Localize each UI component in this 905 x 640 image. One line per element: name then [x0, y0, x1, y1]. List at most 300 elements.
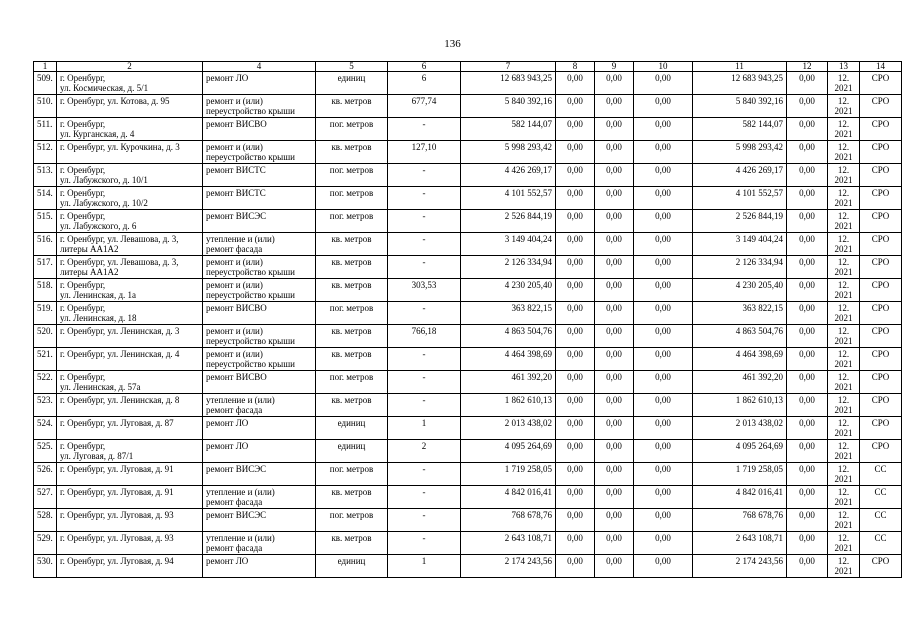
cost-cell: 0,00	[787, 394, 828, 417]
cost-cell: 0,00	[595, 210, 634, 233]
unit-cell: единиц	[316, 555, 388, 578]
table-row	[34, 348, 902, 371]
quantity-cell: 127,10	[388, 141, 461, 164]
deadline-cell: 12. 2021	[828, 509, 860, 532]
deadline-cell: 12. 2021	[828, 463, 860, 486]
table-row	[34, 256, 902, 279]
cost-cell: 0,00	[634, 141, 693, 164]
method-cell: СРО	[860, 256, 902, 279]
cost-cell: 0,00	[595, 532, 634, 555]
method-cell: СРО	[860, 164, 902, 187]
works-table	[33, 61, 902, 578]
owner-funds-cell: 3 149 404,24	[693, 233, 787, 256]
row-number-cell: 521.	[34, 348, 57, 371]
deadline-cell: 12. 2021	[828, 141, 860, 164]
cost-cell: 0,00	[634, 164, 693, 187]
cost-cell: 0,00	[556, 325, 595, 348]
cost-cell: 0,00	[787, 371, 828, 394]
method-cell: СРО	[860, 72, 902, 95]
quantity-cell: -	[388, 210, 461, 233]
method-cell: СС	[860, 532, 902, 555]
cost-cell: 0,00	[634, 532, 693, 555]
cost-cell: 0,00	[595, 233, 634, 256]
table-row	[34, 486, 902, 509]
owner-funds-cell: 4 230 205,40	[693, 279, 787, 302]
address-cell: г. Оренбург, ул. Ленинская, д. 4	[57, 348, 203, 371]
cost-cell: 0,00	[595, 141, 634, 164]
quantity-cell: -	[388, 256, 461, 279]
cost-cell: 0,00	[634, 118, 693, 141]
cost-cell: 0,00	[634, 555, 693, 578]
deadline-cell: 12. 2021	[828, 164, 860, 187]
unit-cell: пог. метров	[316, 463, 388, 486]
table-row	[34, 417, 902, 440]
column-header: 13	[828, 62, 860, 72]
table-row	[34, 118, 902, 141]
column-header: 12	[787, 62, 828, 72]
owner-funds-cell: 4 426 269,17	[693, 164, 787, 187]
column-header: 7	[461, 62, 556, 72]
total-cost-cell: 4 863 504,76	[461, 325, 556, 348]
total-cost-cell: 768 678,76	[461, 509, 556, 532]
address-cell: г. Оренбург, ул. Космическая, д. 5/1	[57, 72, 203, 95]
owner-funds-cell: 4 101 552,57	[693, 187, 787, 210]
total-cost-cell: 1 719 258,05	[461, 463, 556, 486]
address-cell: г. Оренбург, ул. Левашова, д. 3, литеры АА1А2	[57, 233, 203, 256]
work-type-cell: ремонт и (или) переустройство крыши	[203, 141, 316, 164]
method-cell: СРО	[860, 302, 902, 325]
row-number-cell: 518.	[34, 279, 57, 302]
quantity-cell: -	[388, 118, 461, 141]
total-cost-cell: 363 822,15	[461, 302, 556, 325]
deadline-cell: 12. 2021	[828, 440, 860, 463]
cost-cell: 0,00	[787, 187, 828, 210]
method-cell: СС	[860, 509, 902, 532]
unit-cell: кв. метров	[316, 95, 388, 118]
deadline-cell: 12. 2021	[828, 348, 860, 371]
cost-cell: 0,00	[556, 302, 595, 325]
method-cell: СРО	[860, 394, 902, 417]
deadline-cell: 12. 2021	[828, 486, 860, 509]
quantity-cell: -	[388, 348, 461, 371]
table-row	[34, 187, 902, 210]
work-type-cell: ремонт ВИСВО	[203, 118, 316, 141]
cost-cell: 0,00	[556, 164, 595, 187]
row-number-cell: 525.	[34, 440, 57, 463]
cost-cell: 0,00	[634, 463, 693, 486]
total-cost-cell: 4 426 269,17	[461, 164, 556, 187]
row-number-cell: 509.	[34, 72, 57, 95]
quantity-cell: -	[388, 509, 461, 532]
cost-cell: 0,00	[634, 394, 693, 417]
row-number-cell: 528.	[34, 509, 57, 532]
cost-cell: 0,00	[556, 256, 595, 279]
work-type-cell: ремонт ЛО	[203, 417, 316, 440]
cost-cell: 0,00	[556, 187, 595, 210]
address-cell: г. Оренбург, ул. Курочкина, д. 3	[57, 141, 203, 164]
row-number-cell: 526.	[34, 463, 57, 486]
unit-cell: пог. метров	[316, 118, 388, 141]
cost-cell: 0,00	[787, 325, 828, 348]
cost-cell: 0,00	[634, 279, 693, 302]
work-type-cell: ремонт и (или) переустройство крыши	[203, 95, 316, 118]
total-cost-cell: 4 101 552,57	[461, 187, 556, 210]
cost-cell: 0,00	[595, 348, 634, 371]
row-number-cell: 517.	[34, 256, 57, 279]
address-cell: г. Оренбург, ул. Лабужского, д. 6	[57, 210, 203, 233]
row-number-cell: 529.	[34, 532, 57, 555]
total-cost-cell: 3 149 404,24	[461, 233, 556, 256]
cost-cell: 0,00	[787, 532, 828, 555]
owner-funds-cell: 4 842 016,41	[693, 486, 787, 509]
method-cell: СРО	[860, 325, 902, 348]
deadline-cell: 12. 2021	[828, 95, 860, 118]
row-number-cell: 511.	[34, 118, 57, 141]
deadline-cell: 12. 2021	[828, 187, 860, 210]
cost-cell: 0,00	[787, 279, 828, 302]
table-row	[34, 302, 902, 325]
unit-cell: пог. метров	[316, 210, 388, 233]
cost-cell: 0,00	[595, 371, 634, 394]
owner-funds-cell: 5 998 293,42	[693, 141, 787, 164]
table-row	[34, 72, 902, 95]
table-row	[34, 233, 902, 256]
work-type-cell: ремонт ЛО	[203, 555, 316, 578]
owner-funds-cell: 363 822,15	[693, 302, 787, 325]
total-cost-cell: 2 526 844,19	[461, 210, 556, 233]
method-cell: СРО	[860, 440, 902, 463]
unit-cell: кв. метров	[316, 279, 388, 302]
table-row	[34, 463, 902, 486]
method-cell: СРО	[860, 118, 902, 141]
column-header: 4	[203, 62, 316, 72]
address-cell: г. Оренбург, ул. Ленинская, д. 1а	[57, 279, 203, 302]
quantity-cell: -	[388, 532, 461, 555]
cost-cell: 0,00	[634, 233, 693, 256]
quantity-cell: 766,18	[388, 325, 461, 348]
cost-cell: 0,00	[787, 486, 828, 509]
cost-cell: 0,00	[787, 164, 828, 187]
cost-cell: 0,00	[787, 509, 828, 532]
column-header: 9	[595, 62, 634, 72]
row-number-cell: 510.	[34, 95, 57, 118]
column-header: 2	[57, 62, 203, 72]
cost-cell: 0,00	[787, 210, 828, 233]
deadline-cell: 12. 2021	[828, 555, 860, 578]
cost-cell: 0,00	[595, 417, 634, 440]
work-type-cell: ремонт и (или) переустройство крыши	[203, 279, 316, 302]
unit-cell: кв. метров	[316, 325, 388, 348]
owner-funds-cell: 2 013 438,02	[693, 417, 787, 440]
address-cell: г. Оренбург, ул. Лабужского, д. 10/1	[57, 164, 203, 187]
work-type-cell: ремонт ВИСВО	[203, 371, 316, 394]
deadline-cell: 12. 2021	[828, 256, 860, 279]
cost-cell: 0,00	[595, 463, 634, 486]
cost-cell: 0,00	[634, 486, 693, 509]
row-number-cell: 530.	[34, 555, 57, 578]
cost-cell: 0,00	[595, 256, 634, 279]
cost-cell: 0,00	[595, 325, 634, 348]
method-cell: СРО	[860, 348, 902, 371]
unit-cell: кв. метров	[316, 532, 388, 555]
cost-cell: 0,00	[634, 256, 693, 279]
owner-funds-cell: 5 840 392,16	[693, 95, 787, 118]
cost-cell: 0,00	[787, 72, 828, 95]
work-type-cell: ремонт ВИСВО	[203, 302, 316, 325]
total-cost-cell: 461 392,20	[461, 371, 556, 394]
address-cell: г. Оренбург, ул. Луговая, д. 93	[57, 509, 203, 532]
column-header: 10	[634, 62, 693, 72]
total-cost-cell: 2 126 334,94	[461, 256, 556, 279]
method-cell: СС	[860, 486, 902, 509]
owner-funds-cell: 2 174 243,56	[693, 555, 787, 578]
cost-cell: 0,00	[634, 371, 693, 394]
cost-cell: 0,00	[634, 348, 693, 371]
total-cost-cell: 2 174 243,56	[461, 555, 556, 578]
work-type-cell: ремонт ВИСЭС	[203, 509, 316, 532]
unit-cell: кв. метров	[316, 394, 388, 417]
unit-cell: пог. метров	[316, 187, 388, 210]
cost-cell: 0,00	[787, 256, 828, 279]
work-type-cell: ремонт и (или) переустройство крыши	[203, 348, 316, 371]
address-cell: г. Оренбург, ул. Левашова, д. 3, литеры АА1А2	[57, 256, 203, 279]
owner-funds-cell: 461 392,20	[693, 371, 787, 394]
cost-cell: 0,00	[787, 118, 828, 141]
address-cell: г. Оренбург, ул. Луговая, д. 91	[57, 486, 203, 509]
cost-cell: 0,00	[595, 302, 634, 325]
row-number-cell: 520.	[34, 325, 57, 348]
address-cell: г. Оренбург, ул. Ленинская, д. 18	[57, 302, 203, 325]
cost-cell: 0,00	[556, 394, 595, 417]
deadline-cell: 12. 2021	[828, 394, 860, 417]
cost-cell: 0,00	[556, 555, 595, 578]
method-cell: СС	[860, 463, 902, 486]
deadline-cell: 12. 2021	[828, 532, 860, 555]
method-cell: СРО	[860, 555, 902, 578]
cost-cell: 0,00	[595, 555, 634, 578]
deadline-cell: 12. 2021	[828, 279, 860, 302]
cost-cell: 0,00	[595, 164, 634, 187]
owner-funds-cell: 768 678,76	[693, 509, 787, 532]
owner-funds-cell: 2 526 844,19	[693, 210, 787, 233]
deadline-cell: 12. 2021	[828, 325, 860, 348]
quantity-cell: -	[388, 302, 461, 325]
row-number-cell: 519.	[34, 302, 57, 325]
quantity-cell: -	[388, 187, 461, 210]
cost-cell: 0,00	[556, 486, 595, 509]
method-cell: СРО	[860, 371, 902, 394]
address-cell: г. Оренбург, ул. Луговая, д. 93	[57, 532, 203, 555]
method-cell: СРО	[860, 417, 902, 440]
total-cost-cell: 2 643 108,71	[461, 532, 556, 555]
method-cell: СРО	[860, 95, 902, 118]
address-cell: г. Оренбург, ул. Луговая, д. 87/1	[57, 440, 203, 463]
method-cell: СРО	[860, 141, 902, 164]
table-row	[34, 279, 902, 302]
table-row	[34, 532, 902, 555]
table-row	[34, 325, 902, 348]
cost-cell: 0,00	[634, 509, 693, 532]
work-type-cell: ремонт ВИСЭС	[203, 463, 316, 486]
cost-cell: 0,00	[634, 302, 693, 325]
total-cost-cell: 4 230 205,40	[461, 279, 556, 302]
cost-cell: 0,00	[556, 95, 595, 118]
cost-cell: 0,00	[556, 279, 595, 302]
column-header: 14	[860, 62, 902, 72]
cost-cell: 0,00	[787, 302, 828, 325]
unit-cell: пог. метров	[316, 164, 388, 187]
cost-cell: 0,00	[556, 348, 595, 371]
unit-cell: пог. метров	[316, 509, 388, 532]
owner-funds-cell: 1 862 610,13	[693, 394, 787, 417]
unit-cell: кв. метров	[316, 233, 388, 256]
owner-funds-cell: 2 643 108,71	[693, 532, 787, 555]
cost-cell: 0,00	[634, 440, 693, 463]
cost-cell: 0,00	[595, 440, 634, 463]
work-type-cell: утепление и (или) ремонт фасада	[203, 486, 316, 509]
quantity-cell: -	[388, 463, 461, 486]
address-cell: г. Оренбург, ул. Курганская, д. 4	[57, 118, 203, 141]
address-cell: г. Оренбург, ул. Ленинская, д. 57а	[57, 371, 203, 394]
row-number-cell: 516.	[34, 233, 57, 256]
column-header: 11	[693, 62, 787, 72]
unit-cell: единиц	[316, 72, 388, 95]
row-number-cell: 515.	[34, 210, 57, 233]
address-cell: г. Оренбург, ул. Ленинская, д. 3	[57, 325, 203, 348]
total-cost-cell: 1 862 610,13	[461, 394, 556, 417]
cost-cell: 0,00	[634, 417, 693, 440]
total-cost-cell: 2 013 438,02	[461, 417, 556, 440]
unit-cell: пог. метров	[316, 302, 388, 325]
unit-cell: кв. метров	[316, 486, 388, 509]
deadline-cell: 12. 2021	[828, 210, 860, 233]
work-type-cell: ремонт ВИСТС	[203, 187, 316, 210]
deadline-cell: 12. 2021	[828, 72, 860, 95]
quantity-cell: 677,74	[388, 95, 461, 118]
cost-cell: 0,00	[787, 348, 828, 371]
owner-funds-cell: 4 863 504,76	[693, 325, 787, 348]
header-row	[34, 62, 902, 72]
cost-cell: 0,00	[556, 509, 595, 532]
row-number-cell: 522.	[34, 371, 57, 394]
row-number-cell: 527.	[34, 486, 57, 509]
page-number: 136	[444, 38, 461, 50]
cost-cell: 0,00	[787, 440, 828, 463]
work-type-cell: утепление и (или) ремонт фасада	[203, 394, 316, 417]
cost-cell: 0,00	[556, 210, 595, 233]
cost-cell: 0,00	[634, 325, 693, 348]
table-row	[34, 440, 902, 463]
table-row	[34, 164, 902, 187]
table-row	[34, 371, 902, 394]
cost-cell: 0,00	[787, 233, 828, 256]
deadline-cell: 12. 2021	[828, 118, 860, 141]
method-cell: СРО	[860, 187, 902, 210]
owner-funds-cell: 1 719 258,05	[693, 463, 787, 486]
owner-funds-cell: 2 126 334,94	[693, 256, 787, 279]
cost-cell: 0,00	[634, 95, 693, 118]
total-cost-cell: 5 840 392,16	[461, 95, 556, 118]
unit-cell: кв. метров	[316, 348, 388, 371]
quantity-cell: -	[388, 486, 461, 509]
cost-cell: 0,00	[787, 141, 828, 164]
row-number-cell: 523.	[34, 394, 57, 417]
method-cell: СРО	[860, 210, 902, 233]
address-cell: г. Оренбург, ул. Луговая, д. 91	[57, 463, 203, 486]
column-header: 5	[316, 62, 388, 72]
cost-cell: 0,00	[556, 233, 595, 256]
work-type-cell: ремонт ЛО	[203, 72, 316, 95]
cost-cell: 0,00	[787, 463, 828, 486]
row-number-cell: 514.	[34, 187, 57, 210]
deadline-cell: 12. 2021	[828, 302, 860, 325]
cost-cell: 0,00	[556, 72, 595, 95]
row-number-cell: 512.	[34, 141, 57, 164]
cost-cell: 0,00	[787, 417, 828, 440]
owner-funds-cell: 12 683 943,25	[693, 72, 787, 95]
address-cell: г. Оренбург, ул. Луговая, д. 87	[57, 417, 203, 440]
row-number-cell: 513.	[34, 164, 57, 187]
cost-cell: 0,00	[634, 72, 693, 95]
cost-cell: 0,00	[595, 95, 634, 118]
unit-cell: единиц	[316, 440, 388, 463]
table-row	[34, 555, 902, 578]
cost-cell: 0,00	[556, 440, 595, 463]
quantity-cell: -	[388, 371, 461, 394]
unit-cell: единиц	[316, 417, 388, 440]
row-number-cell: 524.	[34, 417, 57, 440]
table-row	[34, 509, 902, 532]
work-type-cell: ремонт ВИСЭС	[203, 210, 316, 233]
method-cell: СРО	[860, 279, 902, 302]
column-header: 6	[388, 62, 461, 72]
quantity-cell: 1	[388, 417, 461, 440]
work-type-cell: ремонт и (или) переустройство крыши	[203, 256, 316, 279]
cost-cell: 0,00	[787, 95, 828, 118]
cost-cell: 0,00	[556, 118, 595, 141]
cost-cell: 0,00	[595, 279, 634, 302]
deadline-cell: 12. 2021	[828, 417, 860, 440]
address-cell: г. Оренбург, ул. Котова, д. 95	[57, 95, 203, 118]
quantity-cell: 1	[388, 555, 461, 578]
table-row	[34, 394, 902, 417]
column-header: 8	[556, 62, 595, 72]
total-cost-cell: 12 683 943,25	[461, 72, 556, 95]
table-row	[34, 141, 902, 164]
quantity-cell: -	[388, 164, 461, 187]
quantity-cell: 2	[388, 440, 461, 463]
total-cost-cell: 4 842 016,41	[461, 486, 556, 509]
owner-funds-cell: 582 144,07	[693, 118, 787, 141]
total-cost-cell: 5 998 293,42	[461, 141, 556, 164]
work-type-cell: утепление и (или) ремонт фасада	[203, 532, 316, 555]
address-cell: г. Оренбург, ул. Луговая, д. 94	[57, 555, 203, 578]
address-cell: г. Оренбург, ул. Лабужского, д. 10/2	[57, 187, 203, 210]
cost-cell: 0,00	[634, 187, 693, 210]
column-header: 1	[34, 62, 57, 72]
cost-cell: 0,00	[595, 187, 634, 210]
work-type-cell: ремонт и (или) переустройство крыши	[203, 325, 316, 348]
cost-cell: 0,00	[595, 72, 634, 95]
total-cost-cell: 4 464 398,69	[461, 348, 556, 371]
cost-cell: 0,00	[556, 371, 595, 394]
cost-cell: 0,00	[556, 141, 595, 164]
quantity-cell: -	[388, 233, 461, 256]
table-row	[34, 210, 902, 233]
cost-cell: 0,00	[556, 417, 595, 440]
cost-cell: 0,00	[595, 486, 634, 509]
cost-cell: 0,00	[556, 532, 595, 555]
